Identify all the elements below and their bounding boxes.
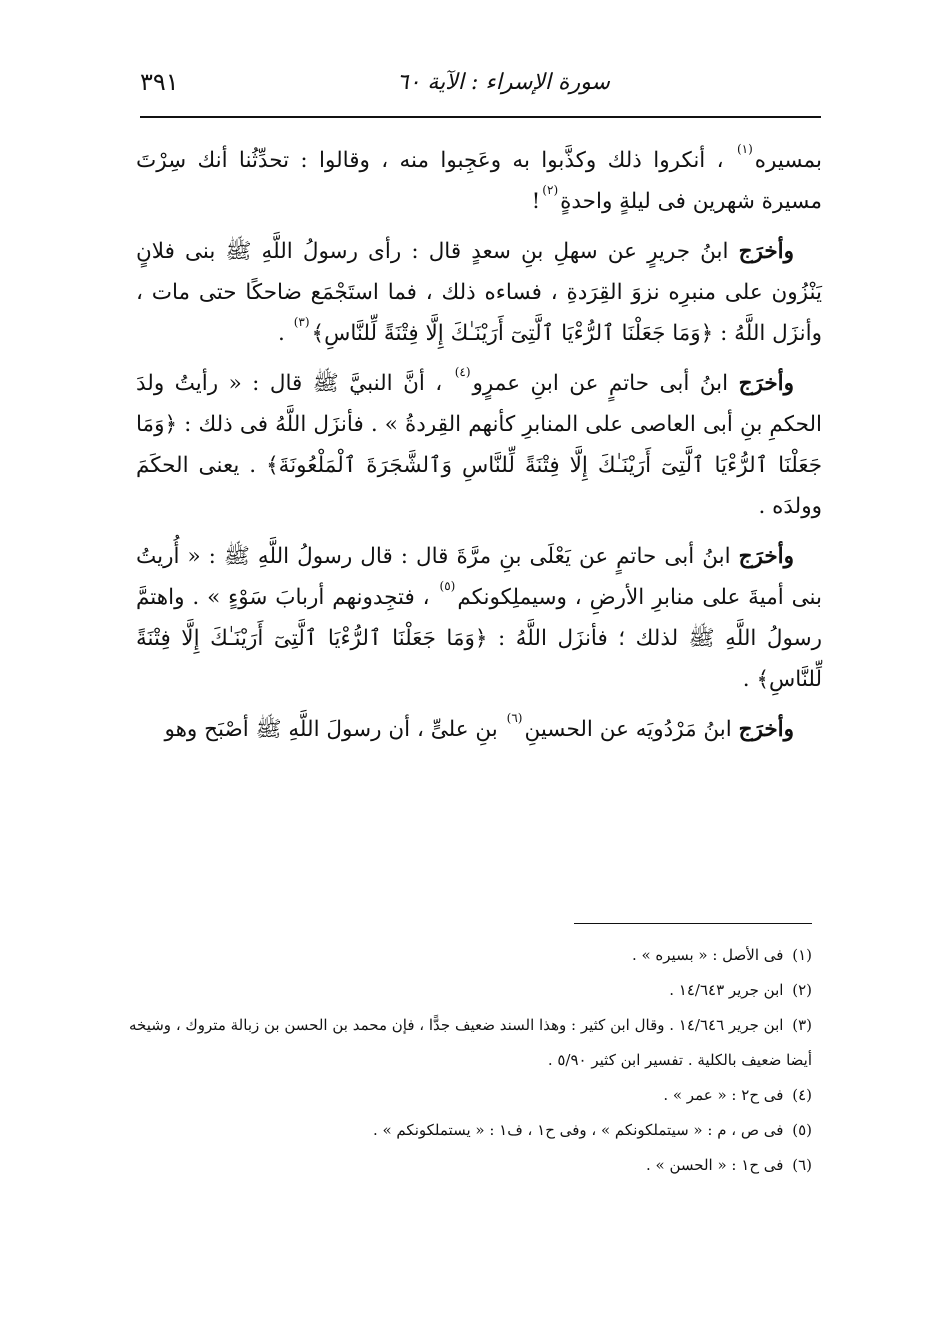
footnote-text: ابن جرير ١٤/٦٤٣ . [669,981,784,999]
footnote-number: (١) [792,946,812,964]
footnote-number: (٥) [792,1121,812,1139]
page-header [140,66,820,106]
paragraph-lead: وأخرَج [738,239,794,264]
running-title: سورة الإسراء : الآية ٦٠ [396,70,610,95]
footnote-ref: (٦) [506,711,523,725]
header-rule [140,116,821,118]
paragraph-lead: وأخرَج [738,717,794,742]
footnote-number: (٣) [792,1016,812,1034]
footnote-number: (٦) [792,1156,812,1174]
paragraph-text: ابنُ مَرْدُويَه عن الحسينِ [524,717,732,742]
footnotes-rule [574,923,812,924]
footnote-6 [128,1148,812,1183]
footnote-4 [128,1078,812,1113]
paragraph-text: ابنُ أبى حاتمٍ عن يَعْلَى بنِ مرَّةَ قال : قال رسولُ اللَّهِ ﷺ : « أُريتُ بنى أميةَ على منابرِ الأرضِ ، وسيملِكونكم [136,544,822,610]
footnote-number: (٤) [792,1086,812,1104]
paragraph-1 [136,140,822,222]
footnote-number: (٢) [792,981,812,999]
paragraph-3 [136,363,822,527]
footnote-ref: (١) [736,142,753,156]
footnote-1 [128,938,812,973]
paragraph-text: ، أنَّ النبيَّ ﷺ قال : « رأيتُ ولدَ الحكمِ بنِ أبى العاصى على المنابرِ كأنهم القِردةُ » . فأنزَل اللَّهُ فى ذلك : ﴿وَمَا جَعَلْنَا ٱلرُّءْيَا ٱلَّتِىٓ أَرَيْنَـٰكَ إِلَّا فِتْنَةً لِّلنَّاسِ وَٱلشَّجَرَةَ ٱلْمَلْعُونَةَ﴾ . يعنى الحكَمَ وولدَه . [136,371,822,519]
paragraph-text: ابنُ جريرٍ عن سهلِ بنِ سعدٍ قال : رأى رسولُ اللَّهِ ﷺ بنى فلانٍ يَنْزُون على منبرِه نزوَ القِرَدةِ ، فساءه ذلك ، فما استَجْمَع ضاحكًا حتى مات ، وأنزَل اللَّهُ : ﴿وَمَا جَعَلْنَا ٱلرُّءْيَا ٱلَّتِىٓ أَرَيْنَـٰكَ إِلَّا فِتْنَةً لِّلنَّاسِ﴾ [136,239,822,346]
paragraph-text: ! [531,189,541,214]
paragraph-text: بمسيره [754,148,822,173]
footnote-text: فى ح٢ : « عمر » . [663,1086,784,1104]
footnote-ref: (٢) [542,183,559,197]
footnote-3 [128,1008,812,1078]
footnote-ref: (٤) [454,365,471,379]
footnote-2 [128,973,812,1008]
main-text [136,140,822,759]
paragraph-lead: وأخرَج [738,371,794,396]
paragraph-text: ، أنكروا ذلك وكذَّبوا به وعَجِبوا منه ، وقالوا : تحدِّثُنا أنك سِرْتَ مسيرة شهرين فى ليلةٍ واحدةٍ [136,148,822,214]
footnote-text: ابن جرير ١٤/٦٤٦ . وقال ابن كثير : وهذا السند ضعيف جدًّا ، فإن محمد بن الحسن بن زبالة متروك ، وشيخه أيضا ضعيف بالكلية . تفسير ابن كثير ٥/٩٠ . [128,1016,812,1069]
paragraph-5 [136,709,822,750]
footnote-text: فى ص ، م : « سيتملكونكم » ، وفى ح١ ، ف١ : « يستملكونكم » . [372,1121,784,1139]
paragraph-text: ، فتجِدونهم أربابَ سَوْءٍ » . واهتمَّ رسولُ اللَّهِ ﷺ لذلك ؛ فأنزَل اللَّهُ : ﴿وَمَا جَعَلْنَا ٱلرُّءْيَا ٱلَّتِىٓ أَرَيْنَـٰكَ إِلَّا فِتْنَةً لِّلنَّاسِ﴾ . [136,585,822,692]
paragraph-4 [136,536,822,700]
paragraph-lead: وأخرَج [738,544,794,569]
footnote-ref: (٥) [439,579,456,593]
footnote-5 [128,1113,812,1148]
page-number: ٣٩١ [140,68,179,96]
paragraph-text: . [278,321,285,346]
footnote-text: فى ح١ : « الحسن » . [646,1156,784,1174]
paragraph-2 [136,231,822,354]
footnotes [128,938,812,1183]
paragraph-text: بنِ علىٍّ ، أن رسولَ اللَّهِ ﷺ أصْبَح وهو [164,717,498,742]
paragraph-text: ابنُ أبى حاتمٍ عن ابنِ عمرٍو [472,371,729,396]
footnote-text: فى الأصل : « بسيره » . [631,946,784,964]
footnote-ref: (٣) [293,315,310,329]
